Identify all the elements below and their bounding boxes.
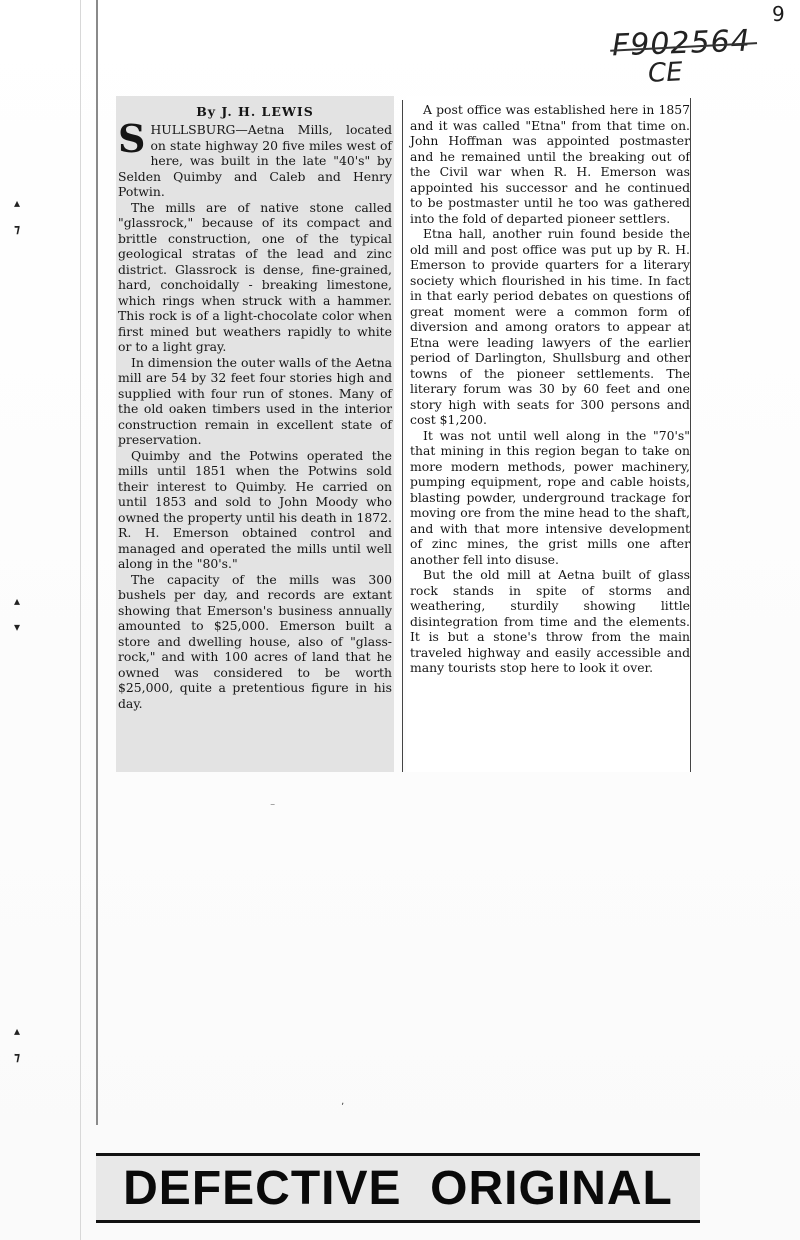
binder-mark-icon: ▴ xyxy=(14,594,21,608)
column-text-left xyxy=(116,116,394,711)
binder-mark-icon: ▾ xyxy=(14,620,21,634)
article-column-left xyxy=(116,96,394,772)
banner-text: DEFECTIVE ORIGINAL xyxy=(123,1161,673,1215)
article-paragraph: Etna hall, another ruin found beside the old mill and post office was put up by R. H. Emerson to provide quarters for a literary society which flourished in his time. In fact in that early period debates on questions of great moment were a common form of diversion and among orators to appear at Etna were leading lawyers of the earlier period of Darlington, Shullsburg and other towns of the pioneer settlements. The literary forum was 30 by 60 feet and one story high with seats for 300 persons and cost $1,200. xyxy=(410,226,690,427)
page-edge-shadow xyxy=(80,0,81,1240)
newspaper-clipping xyxy=(116,96,692,772)
page-number: 9 xyxy=(772,2,785,26)
handwritten-catalog-code: F902564 xyxy=(611,23,752,64)
scan-speck: ⁻ xyxy=(270,802,276,813)
column-text-right xyxy=(406,96,692,676)
article-paragraph: It was not until well along in the "70's" that mining in this region began to take on more modern methods, power machinery, pumping equipment, rope and cable hoists, blasting powder, underground trackage for moving ore from the mine head to the shaft, and with that more intensive development of zinc mines, the grist mills one after another fell into disuse. xyxy=(410,427,690,567)
article-column-right xyxy=(406,96,692,772)
column-edge-rule xyxy=(690,98,691,772)
column-divider xyxy=(402,100,403,772)
binder-mark-icon: ▴ xyxy=(14,196,21,210)
article-paragraph xyxy=(118,116,392,200)
binder-mark-icon: ⁊ xyxy=(14,1050,21,1064)
article-byline: By J. H. LEWIS xyxy=(196,104,314,119)
defective-original-banner xyxy=(96,1153,700,1223)
scan-speck: ʼ xyxy=(341,1102,345,1113)
article-paragraph: But the old mill at Aetna built of glass rock stands in spite of storms and weathering, sturdily showing little disintegration from time and the elements. It is but a stone's throw from the main traveled highway and easily accessible and many tourists stop here to look it over. xyxy=(410,567,690,675)
article-paragraph: The mills are of native stone called "glassrock," because of its compact and brittle construction, one of the typical geological stratas of the lead and zinc district. Glassrock is dense, fine-grained, hard, conchoidally - breaking limestone, which rings when struck with a hammer. This rock is of a light-chocolate color when first mined but weathers rapidly to white or to a light gray. xyxy=(118,199,392,354)
article-paragraph: A post office was established here in 1857 and it was called "Etna" from that time on. John Hoffman was appointed postmaster and he remained until the breaking out of the Civil war when R. H. Emerson was appointed his successor and he continued to be postmaster until he too was gathered into the fold of departed pioneer settlers. xyxy=(410,102,690,226)
page-edge-line xyxy=(96,0,98,1125)
article-paragraph: Quimby and the Potwins operated the mills until 1851 when the Potwins sold their interest to Quimby. He carried on until 1853 and sold to John Moody who owned the property until his death in 1872. R. H. Emerson obtained control and managed and operated the mills until well along in the "80's." xyxy=(118,447,392,571)
binder-mark-icon: ▴ xyxy=(14,1024,21,1038)
article-paragraph: In dimension the outer walls of the Aetna mill are 54 by 32 feet four stories high and supplied with four run of stones. Many of the old oaken timbers used in the interior construction remain in excellent state of preservation. xyxy=(118,354,392,447)
binder-mark-icon: ⁊ xyxy=(14,222,21,236)
handwritten-initials: CE xyxy=(647,57,684,89)
drop-cap: S xyxy=(118,116,146,161)
article-paragraph: The capacity of the mills was 300 bushels per day, and records are extant showing that Emerson's business annually amounted to $25,000. Emerson built a store and dwelling house, also of "glass-rock," and with 100 acres of land that he owned was considered to be worth $25,000, quite a pretentious figure in his day. xyxy=(118,571,392,711)
paragraph-text: HULLSBURG—Aetna Mills, located on state highway 20 five miles west of here, was built in the late "40's" by Selden Quimby and Caleb and Henry Potwin. xyxy=(118,122,392,199)
